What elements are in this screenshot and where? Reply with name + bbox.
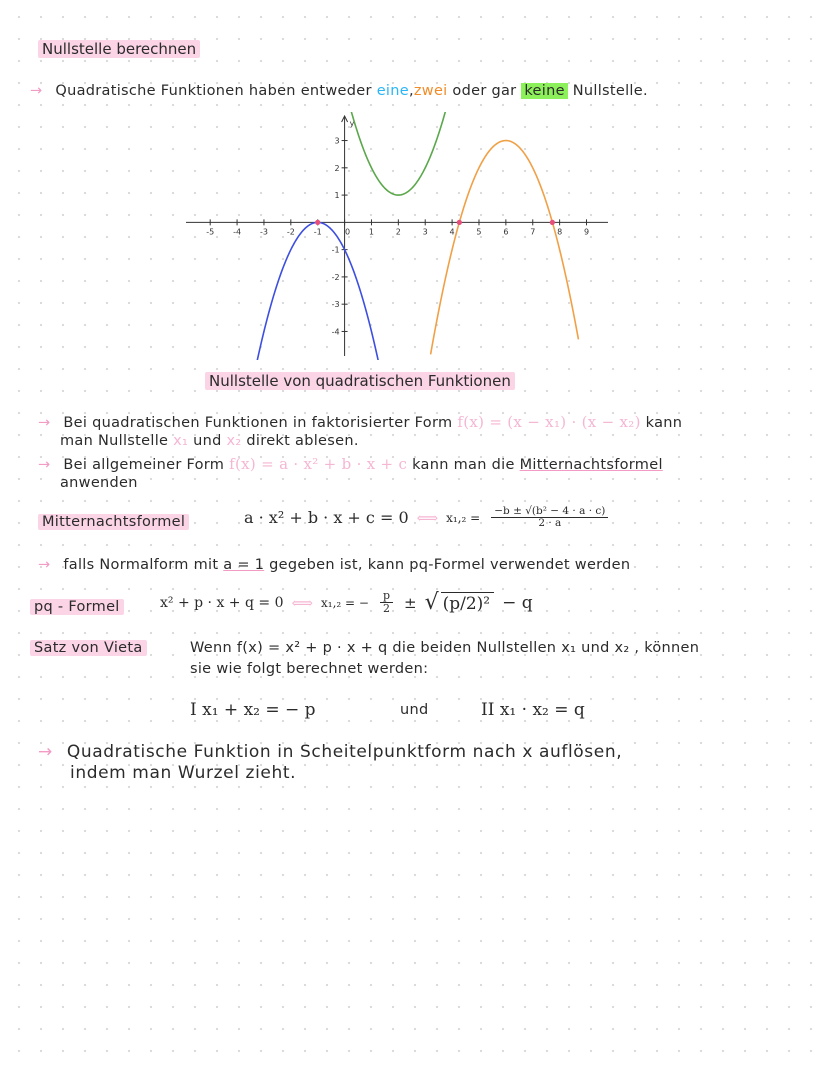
sqrt-inner: (p/2)²	[441, 592, 495, 614]
x-tick-label: 1	[368, 227, 375, 237]
series-line	[256, 222, 380, 360]
mitternachtsformel-label: Mitternachtsformel	[38, 514, 189, 530]
x-tick-label: -4	[233, 227, 242, 237]
normalform-line: → falls Normalform mit a = 1 gegeben ist, kann pq-Formel verwendet werden	[38, 557, 631, 573]
intro-suffix: Nullstelle.	[572, 83, 648, 99]
x-tick-label: -5	[206, 227, 215, 237]
root-point	[550, 220, 555, 225]
bullet-factored-form: → Bei quadratischen Funktionen in faktorisierter Form f(x) = (x − x₁) · (x − x₂) kann	[38, 413, 683, 431]
last-bullet-line2: indem man Wurzel zieht.	[70, 763, 297, 783]
root-point	[315, 220, 320, 225]
mitternacht-fraction: $\frac{\text{−b ± √(b² − 4 · a · c)}}{2 \cdot a}$	[491, 506, 608, 529]
root-point	[457, 220, 462, 225]
x-tick-label: 2	[395, 227, 401, 237]
x-tick-label: 3	[422, 227, 428, 237]
y-tick-label: 1	[334, 191, 340, 201]
bullet-factored-form-line2: man Nullstelle x₁ und x₂ direkt ablesen.	[60, 433, 359, 449]
arrow-icon: →	[38, 415, 51, 431]
word-zwei: zwei	[413, 83, 448, 99]
x-tick-label: -2	[286, 227, 295, 237]
intro-prefix: Quadratische Funktionen haben entweder	[55, 83, 372, 99]
x-tick-label: 7	[530, 227, 536, 237]
x-tick-label: 4	[449, 227, 455, 237]
vieta-label: Satz von Vieta	[30, 640, 147, 656]
x-tick-label: 9	[583, 227, 590, 237]
vieta-und: und	[400, 702, 429, 718]
x-tick-label: 5	[476, 227, 482, 237]
arrow-icon: →	[38, 557, 51, 573]
y-tick-label: -2	[331, 272, 340, 282]
x-tick-label: -3	[259, 227, 268, 237]
arrow-icon: →	[38, 457, 51, 473]
general-formula: f(x) = a · x² + b · x + c	[229, 455, 408, 473]
x-tick-label: 0	[345, 227, 351, 237]
mitternachtsformel-formula: a · x² + b · x + c = 0 ⟺ x₁,₂ = $\frac{\text{−b ± √(b² − 4 · a · c)}}{2 \cdot a}$	[244, 506, 611, 529]
y-tick-label: 3	[334, 136, 340, 146]
vieta-eq2: II x₁ · x₂ = q	[481, 700, 585, 720]
vieta-line2: sie wie folgt berechnet werden:	[190, 661, 429, 677]
chart-caption: Nullstelle von quadratischen Funktionen	[205, 372, 515, 390]
factored-formula: f(x) = (x − x₁) · (x − x₂)	[457, 413, 641, 431]
bullet-general-form: → Bei allgemeiner Form f(x) = a · x² + b · x + c kann man die Mitternachtsformel	[38, 455, 663, 473]
vieta-eq1: I x₁ + x₂ = − p	[190, 700, 316, 720]
word-eine: eine	[376, 83, 409, 99]
y-axis-label: y	[349, 119, 355, 128]
x-tick-label: 8	[557, 227, 563, 237]
last-bullet: → Quadratische Funktion in Scheitelpunktform nach x auflösen,	[38, 742, 623, 762]
y-tick-label: -3	[331, 300, 340, 310]
arrow-icon: →	[30, 83, 43, 99]
vieta-line1: Wenn f(x) = x² + p · x + q die beiden Nullstellen x₁ und x₂ , können	[190, 640, 700, 656]
word-oder: oder gar	[452, 83, 517, 99]
y-tick-label: -1	[331, 245, 340, 255]
sqrt-sign: √	[424, 590, 439, 615]
pq-label: pq - Formel	[30, 599, 124, 615]
pq-fraction: $\frac{p}{2}$	[380, 590, 393, 614]
y-tick-label: -4	[331, 327, 340, 337]
bullet-general-form-line2: anwenden	[60, 475, 138, 491]
pq-formula: x² + p · x + q = 0 ⟺ x₁,₂ = − $\frac{p}{2}$ ± √ (p/2)² − q	[160, 589, 533, 615]
page-title: Nullstelle berechnen	[38, 40, 200, 58]
series-line	[431, 141, 579, 355]
parabola-chart	[186, 112, 608, 360]
intro-line: → Quadratische Funktionen haben entweder eine,zwei oder gar keine Nullstelle.	[30, 83, 648, 99]
y-tick-label: 2	[334, 163, 340, 173]
arrow-icon: →	[38, 742, 53, 762]
word-keine: keine	[521, 83, 567, 99]
mitternachtsformel-link: Mitternachtsformel	[519, 457, 663, 473]
x-tick-label: -1	[313, 227, 322, 237]
x-tick-label: 6	[503, 227, 509, 237]
